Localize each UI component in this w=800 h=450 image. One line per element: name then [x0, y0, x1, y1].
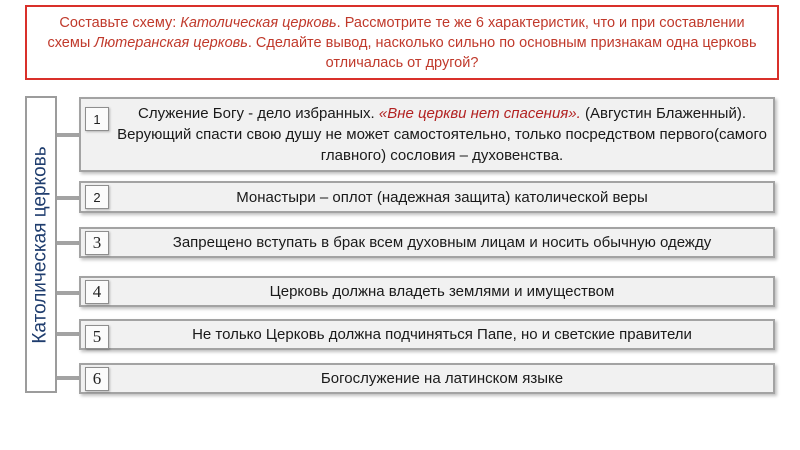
- characteristic-row-5: [79, 319, 775, 350]
- row-number-badge: 5: [85, 325, 109, 349]
- row-text: Богослужение на латинском языке: [320, 370, 564, 387]
- connector-line: [57, 241, 79, 245]
- row-number-badge: 4: [85, 280, 109, 304]
- connector-line: [57, 196, 79, 200]
- task-highlight-lutheran: Лютеранская церковь: [94, 34, 248, 51]
- task-text-part: . Рассмотрите те же 6 характеристик, что и при составлении схемы: [47, 14, 745, 51]
- task-text-part: Составьте схему:: [59, 14, 181, 31]
- connector-line: [57, 133, 79, 137]
- row-number-badge: 2: [85, 185, 109, 209]
- row-text-part: (Августин Блаженный). Верующий спасти свою душу не может самостоятельно, только посредством первого(самого главного) сословия – духовенства.: [117, 105, 767, 164]
- side-label-box: [25, 96, 57, 393]
- row-text: Монастыри – оплот (надежная защита) католической веры: [236, 188, 648, 206]
- connector-line: [57, 376, 79, 380]
- row-text: Не только Церковь должна подчиняться Папе, но и светские правители: [192, 326, 692, 343]
- row-text: Церковь должна владеть землями и имуществом: [269, 283, 615, 300]
- task-highlight-catholic: Католическая церковь: [180, 14, 337, 31]
- row-text-part: Служение Богу - дело избранных.: [137, 105, 379, 122]
- characteristic-row-4: [79, 276, 775, 307]
- side-label: Католическая церковь: [30, 145, 51, 344]
- row-number-badge: 1: [85, 107, 109, 131]
- row-quote: «Вне церкви нет спасения».: [378, 105, 581, 122]
- row-number-badge: 3: [85, 231, 109, 255]
- characteristic-row-3: [79, 227, 775, 258]
- characteristic-row-6: [79, 363, 775, 394]
- task-box: [25, 5, 779, 80]
- task-text-part: . Сделайте вывод, насколько сильно по основным признакам одна церковь отличалась от другой?: [247, 34, 757, 71]
- row-text: [115, 99, 769, 170]
- connector-line: [57, 332, 79, 336]
- characteristic-row-1: [79, 97, 775, 172]
- row-text: Запрещено вступать в брак всем духовным лицам и носить обычную одежду: [172, 234, 712, 251]
- row-number-badge: 6: [85, 367, 109, 391]
- task-text: [41, 13, 763, 73]
- connector-line: [57, 291, 79, 295]
- characteristic-row-2: [79, 181, 775, 213]
